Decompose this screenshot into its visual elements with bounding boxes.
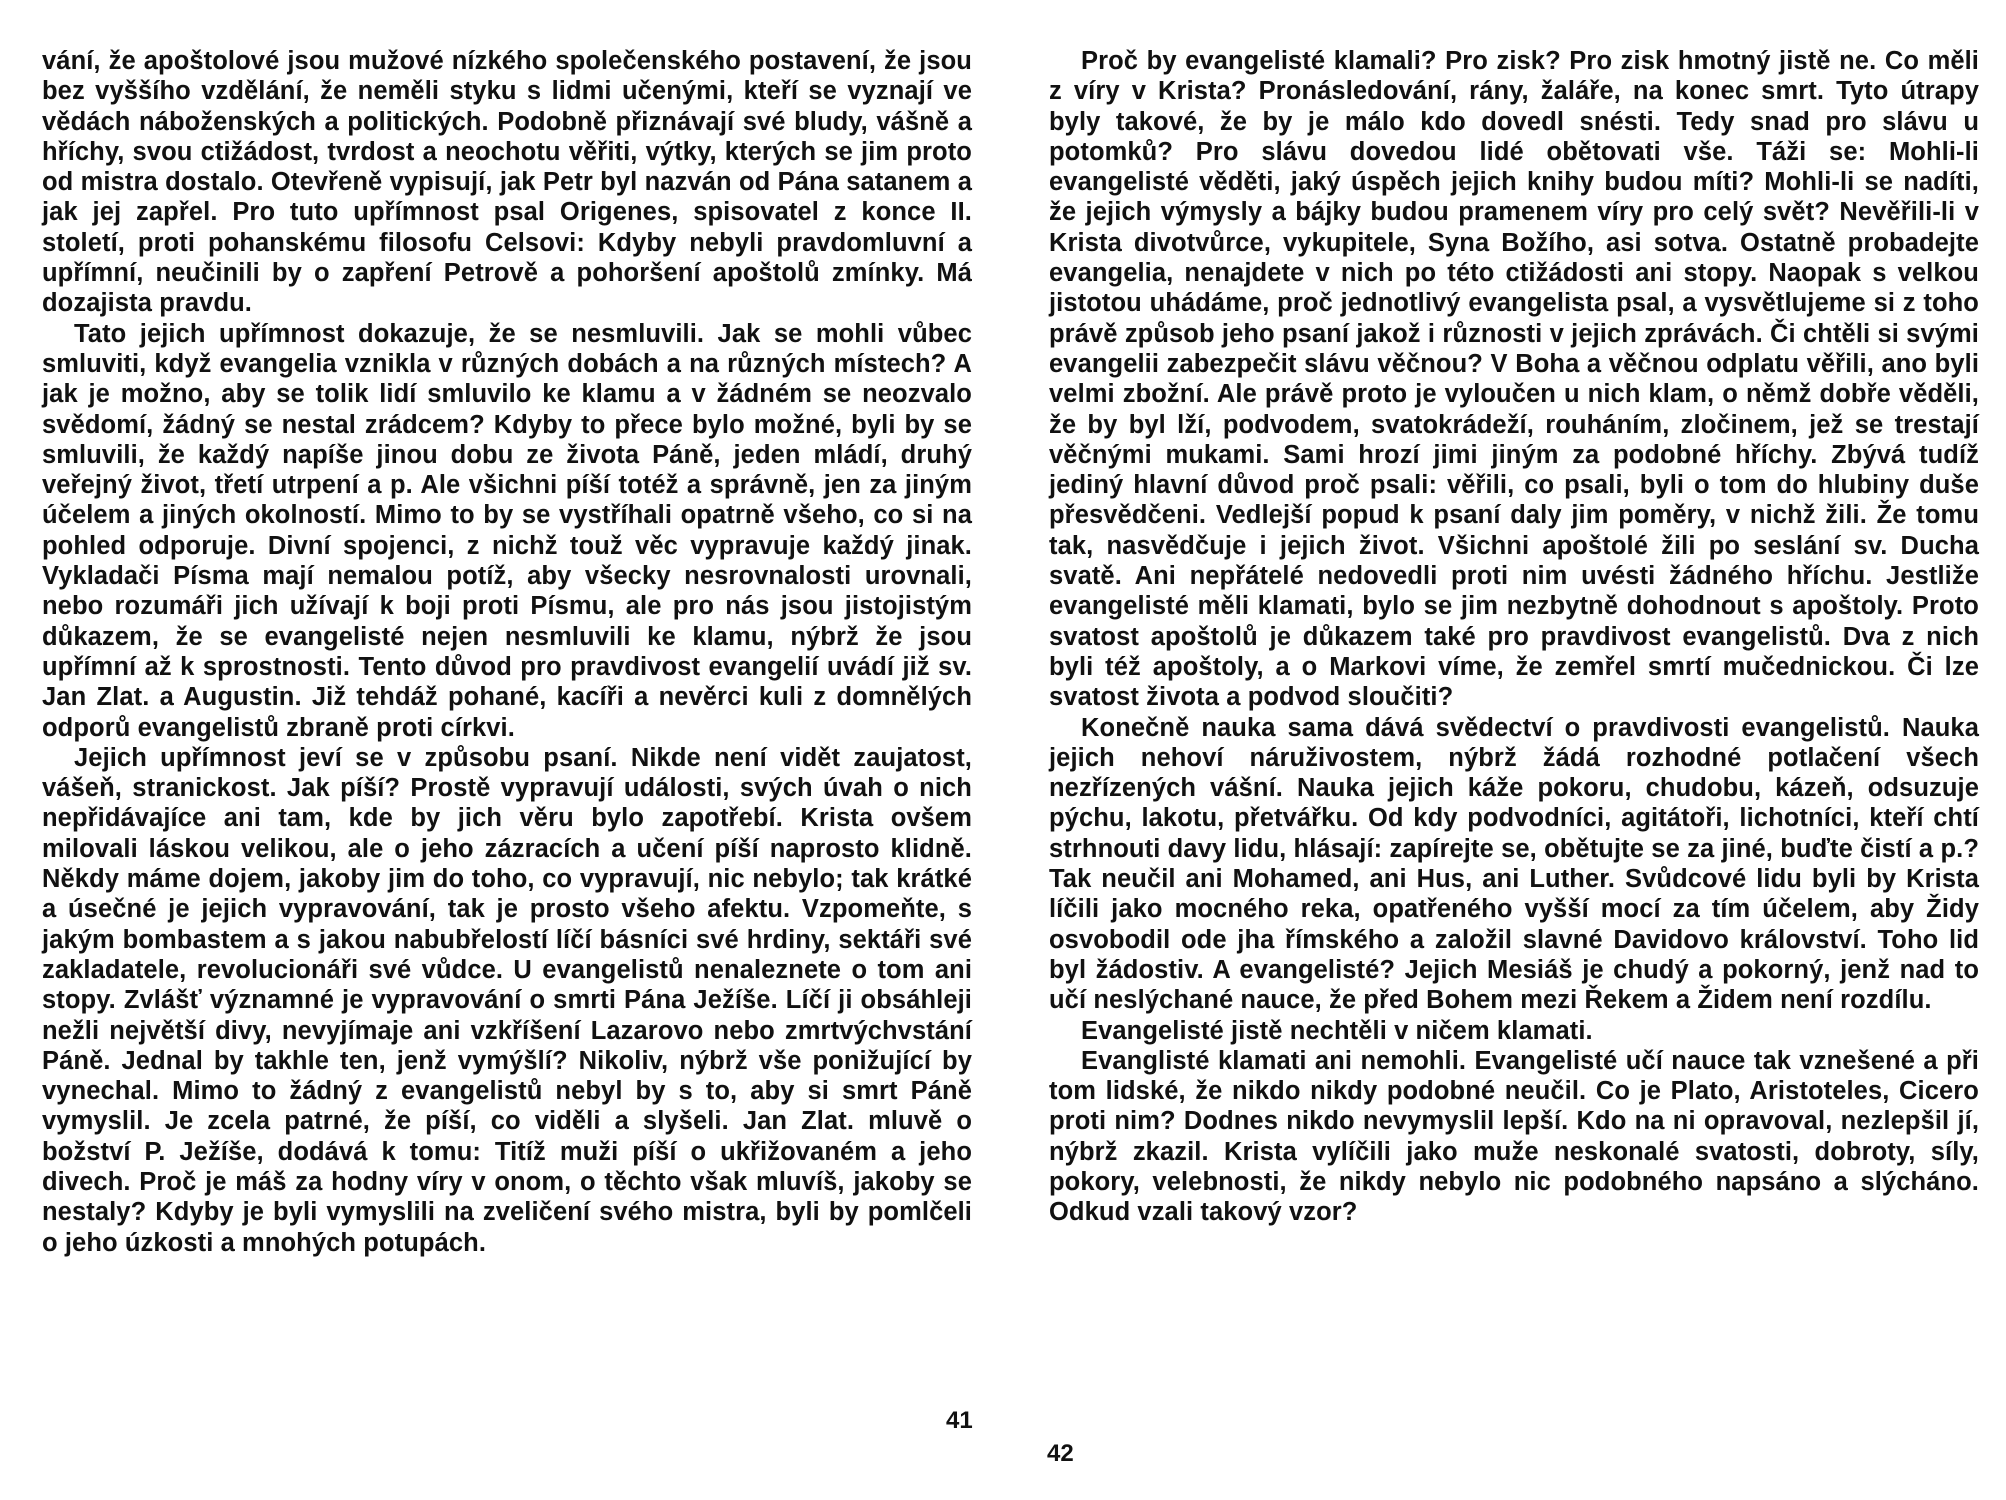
right-page-text: [1049, 46, 1979, 1228]
paragraph: Konečně nauka sama dává svědectví o pravdivosti evangelistů. Nauka jejich nehoví náruživostem, nýbrž žádá rozhodné potlačení všech nezřízených vášní. Nauka jejich káže pokoru, chudobu, kázeň, odsuzuje pýchu, lakotu, přetvářku. Od kdy podvodníci, agitátoři, lichotníci, kteří chtí strhnouti davy lidu, hlásají: zapírejte se, obětujte se za jiné, buďte čistí a p.? Tak neučil ani Mohamed, ani Hus, ani Luther. Svůdcové lidu byli by Krista líčili jako mocného reka, opatřeného vyšší mocí za tím účelem, aby Židy osvobodil ode jha římského a založil slavné Davidovo království. Toho lid byl žádostiv. A evangelisté? Jejich Mesiáš je chudý a pokorný, jenž nad to učí neslýchané nauce, že před Bohem mezi Řekem a Židem není rozdílu.: [1049, 713, 1979, 1015]
paragraph: Evangelisté jistě nechtěli v ničem klamati.: [1081, 1016, 1593, 1045]
page-number: 42: [1047, 1440, 1074, 1467]
left-page-text: [42, 46, 972, 1258]
paragraph: Proč by evangelisté klamali? Pro zisk? Pro zisk hmotný jistě ne. Co měli z víry v Krista? Pronásledování, rány, žaláře, na konec smrt. Tyto útrapy byly takové, že by je málo kdo dovedl snésti. Tedy snad pro slávu u potomků? Pro slávu dovedou lidé obětovati vše. Táži se: Mohli-li evangelisté věděti, jaký úspěch jejich knihy budou míti? Mohli-li se nadíti, že jejich výmysly a bájky budou pramenem víry pro celý svět? Nevěřili-li v Krista divotvůrce, vykupitele, Syna Božího, asi sotva. Ostatně probadejte evangelia, nenajdete v nich po této ctižádosti ani stopy. Naopak s velkou jistotou uhádáme, proč jednotlivý evangelista psal, a vysvětlujeme si z toho právě způsob jeho psaní jakož i různosti v jejich zprávách. Či chtěli si svými evangelii zabezpečit slávu věčnou? V Boha a věčnou odplatu věřili, ano byli velmi zbožní. Ale právě proto je vyloučen u nich klam, o němž dobře věděli, že by byl lží, podvodem, svatokrádeží, rouháním, zločinem, jež se trestají věčnými mukami. Sami hrozí jimi jiným za podobné hříchy. Zbývá tudíž jediný hlavní důvod proč psali: věřili, co psali, byli o tom do hlubiny duše přesvědčeni. Vedlejší popud k psaní daly jim poměry, v nichž žili. Že tomu tak, nasvědčuje i jejich život. Všichni apoštolé žili po seslání sv. Ducha svatě. Ani nepřátelé nedovedli proti nim uvésti žádného hříchu. Jestliže evangelisté měli klamati, bylo se jim nezbytně dohodnout s apoštoly. Proto svatost apoštolů je důkazem také pro pravdivost evangelistů. Dva z nich byli též apoštoly, a o Markovi víme, že zemřel smrtí mučednickou. Či lze svatost života a podvod sloučiti?: [1049, 47, 1979, 712]
right-page: [1003, 0, 2006, 1500]
paragraph: vání, že apoštolové jsou mužové nízkého společenského postavení, že jsou bez vyššího vzdělání, že neměli styku s lidmi učenými, kteří se vyznají ve vědách náboženských a politických. Podobně přiznávají své bludy, vášně a hříchy, svou ctižádost, tvrdost a neochotu věřiti, výtky, kterých se jim proto od mistra dostalo. Otevřeně vypisují, jak Petr byl nazván od Pána satanem a jak jej zapřel. Pro tuto upřímnost psal Origenes, spisovatel z konce II. století, proti pohanskému filosofu Celsovi: Kdyby nebyli pravdomluvní a upřímní, neučinili by o zapření Petrově a pohoršení apoštolů zmínky. Má dozajista pravdu.: [42, 47, 972, 318]
paragraph: Jejich upřímnost jeví se v způsobu psaní. Nikde není vidět zaujatost, vášeň, stranickost. Jak píší? Prostě vypravují události, svých úvah o nich nepřidávajíce ani tam, kde by jich věru bylo zapotřebí. Krista ovšem milovali láskou velikou, ale o jeho zázracích a učení píší naprosto klidně. Někdy máme dojem, jakoby jim do toho, co vypravují, nic nebylo; tak krátké a úsečné je jejich vypravování, tak je prosto všeho afektu. Vzpomeňte, s jakým bombastem a s jakou nabubřelostí líčí básníci své hrdiny, sektáři své zakladatele, revolucionáři své vůdce. U evangelistů nenaleznete o tom ani stopy. Zvlášť významné je vypravování o smrti Pána Ježíše. Líčí ji obsáhleji nežli největší divy, nevyjímaje ani vzkříšení Lazarovo nebo zmrtvýchvstání Páně. Jednal by takhle ten, jenž vymýšlí? Nikoliv, nýbrž vše ponižující by vynechal. Mimo to žádný z evangelistů nebyl by s to, aby si smrt Páně vymyslil. Je zcela patrné, že píší, co viděli a slyšeli. Jan Zlat. mluvě o božství P. Ježíše, dodává k tomu: Titíž muži píší o ukřižovaném a jeho divech. Proč je máš za hodny víry v onom, o těchto však mluvíš, jakoby se nestaly? Kdyby je byli vymyslili na zveličení svého mistra, byli by pomlčeli o jeho úzkosti a mnohých potupách.: [42, 743, 972, 1257]
paragraph: Evanglisté klamati ani nemohli. Evangelisté učí nauce tak vznešené a při tom lidské, že nikdo nikdy podobné neučil. Co je Plato, Aristoteles, Cicero proti nim? Dodnes nikdo nevymyslil lepší. Kdo na ni opravoval, nezlepšil jí, nýbrž zkazil. Krista vylíčili jako muže neskonalé svatosti, dobroty, síly, pokory, velebnosti, že nikdy nebylo nic podobného napsáno a slýcháno. Odkud vzali takový vzor?: [1049, 1046, 1979, 1227]
page-number: 41: [946, 1407, 973, 1434]
paragraph: Tato jejich upřímnost dokazuje, že se nesmluvili. Jak se mohli vůbec smluviti, když evangelia vznikla v různých dobách a na různých místech? A jak je možno, aby se tolik lidí smluvilo ke klamu a v žádném se neozvalo svědomí, žádný se nestal zrádcem? Kdyby to přece bylo možné, byli by se smluvili, že každý napíše jinou dobu ze života Páně, jeden mládí, druhý veřejný život, třetí utrpení a p. Ale všichni píší totéž a správně, jen za jiným účelem a jiných okolností. Mimo to by se vystříhali opatrně všeho, co si na pohled odporuje. Divní spojenci, z nichž touž věc vypravuje každý jinak. Vykladači Písma mají nemalou potíž, aby všecky nesrovnalosti urovnali, nebo rozumáři jich užívají k boji proti Písmu, ale pro nás jsou jistojistým důkazem, že se evangelisté nejen nesmluvili ke klamu, nýbrž že jsou upřímní až k sprostnosti. Tento důvod pro pravdivost evangelií uvádí již sv. Jan Zlat. a Augustin. Již tehdáž pohané, kacíři a nevěrci kuli z domnělých odporů evangelistů zbraně proti církvi.: [42, 319, 972, 742]
